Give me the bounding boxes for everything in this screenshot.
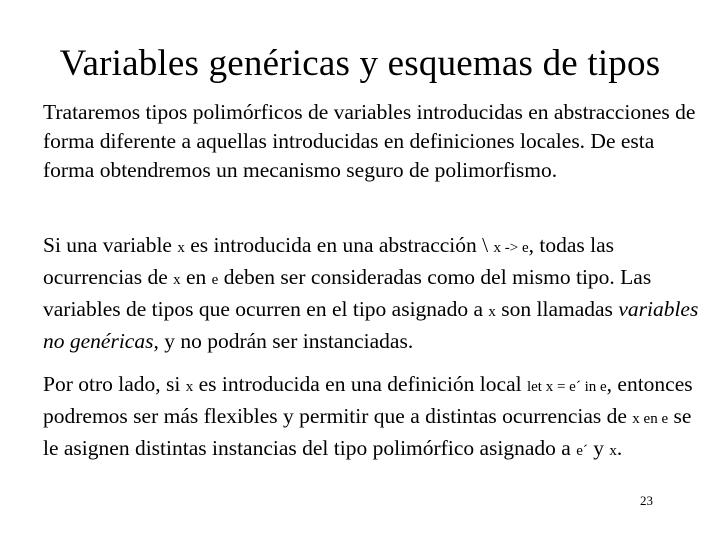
text-run: Si una variable bbox=[43, 233, 178, 257]
code-term: e bbox=[211, 272, 219, 288]
code-term: x bbox=[177, 240, 185, 256]
text-run: es introducida en una abstracción \ bbox=[184, 233, 494, 257]
text-run: , y no podrán ser instanciadas. bbox=[153, 329, 414, 353]
paragraph-local-definition bbox=[43, 370, 703, 466]
text-run: , entonces podremos ser más flexibles y permitir que a distintas ocurrencias de bbox=[43, 372, 693, 428]
paragraph-intro bbox=[43, 98, 703, 185]
text-run: , todas las ocurrencias de bbox=[43, 233, 615, 289]
text-run: en bbox=[180, 265, 212, 289]
code-term: x bbox=[173, 272, 181, 288]
code-term: e´ bbox=[576, 443, 588, 459]
text-run: es introducida en una definición local bbox=[193, 372, 527, 396]
code-term: x bbox=[493, 240, 501, 256]
text-run: deben ser consideradas como del mismo tipo. Las variables de tipos que ocurren en el tipo asignado a bbox=[43, 265, 652, 321]
code-term: x bbox=[185, 379, 194, 395]
code-term: -> bbox=[501, 240, 522, 256]
code-term: x en e bbox=[632, 411, 669, 427]
text-run: . bbox=[616, 436, 623, 460]
code-term: x bbox=[488, 304, 496, 320]
text-run: Por otro lado, si bbox=[43, 372, 186, 396]
paragraph-abstraction bbox=[43, 231, 703, 356]
page-number: 23 bbox=[640, 493, 653, 508]
code-term: x bbox=[609, 443, 617, 459]
slide-title: Variables genéricas y esquemas de tipos bbox=[59, 43, 661, 84]
code-term: let x = e´ in e bbox=[526, 379, 607, 395]
emphasis-term: variables no genéricas bbox=[43, 297, 699, 353]
text-run: se le asignen distintas instancias del tipo polimórfico asignado a bbox=[43, 404, 692, 460]
text-run: son llamadas bbox=[495, 297, 619, 321]
text-run: y bbox=[587, 436, 610, 460]
intro-text: Trataremos tipos polimórficos de variables introducidas en abstracciones de forma diferente a aquellas introducidas en definiciones locales. De esta forma obtendremos un mecanismo seguro de polimorfismo. bbox=[43, 100, 696, 182]
code-term: e bbox=[521, 240, 529, 256]
